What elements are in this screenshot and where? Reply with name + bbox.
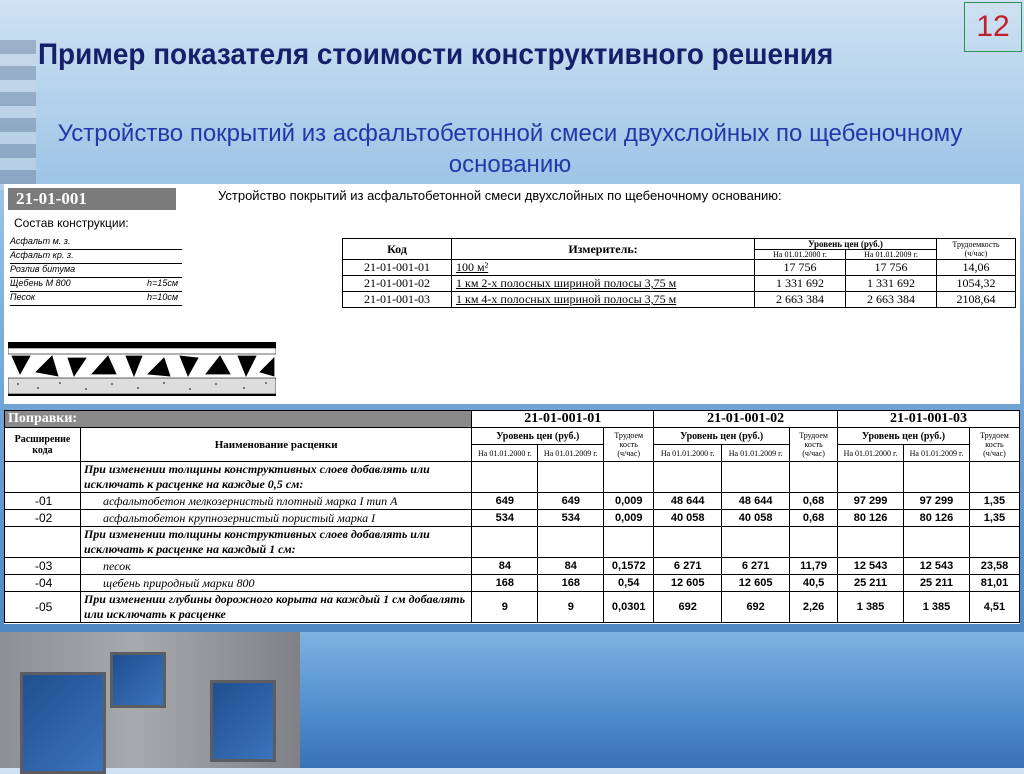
slide-title: Пример показателя стоимости конструктивного решения (38, 38, 834, 71)
document-title: Устройство покрытий из асфальтобетонной смеси двухслойных по щебеночному основанию: (218, 188, 782, 203)
header-price-level: Уровень цен (руб.) (838, 428, 970, 445)
header-price-level: Уровень цен (руб.) (755, 239, 937, 250)
col-code-1: 21-01-001-01 (472, 411, 654, 428)
header-code: Код (343, 239, 452, 260)
corrections-document (4, 410, 1020, 624)
table-row: 21-01-001-03 1 км 4-х полосных шириной полосы 3,75 м 2 663 384 2 663 384 2108,64 (343, 292, 1016, 308)
header-labor: Трудоем кость (ч/час) (790, 428, 838, 462)
composition-label: Состав конструкции: (14, 216, 129, 230)
header-price-level: Уровень цен (руб.) (472, 428, 604, 445)
table-row: -05 При изменении глубины дорожного корыта на каждый 1 см добавлять или исключать к расценке 9 9 0,0301 692 692 2,26 1 385 1 385 4,51 (5, 592, 1020, 623)
window-decoration (20, 672, 106, 774)
header-date-2009: На 01.01.2009 г. (904, 445, 970, 462)
table-row: 21-01-001-01 100 м² 17 756 17 756 14,06 (343, 260, 1016, 276)
window-decoration (110, 652, 166, 708)
table-row: 21-01-001-02 1 км 2-х полосных шириной полосы 3,75 м 1 331 692 1 331 692 1054,32 (343, 276, 1016, 292)
construction-code: 21-01-001 (8, 188, 176, 210)
window-decoration (210, 680, 276, 762)
corrections-table (4, 410, 1020, 623)
header-date-2000: На 01.01.2000 г. (755, 250, 846, 260)
header-date-2000: На 01.01.2000 г. (838, 445, 904, 462)
header-date-2000: На 01.01.2000 г. (654, 445, 722, 462)
col-code-3: 21-01-001-03 (838, 411, 1020, 428)
layer-list (10, 236, 182, 306)
price-table (342, 238, 1016, 308)
corrections-label: Поправки: (5, 411, 472, 428)
header-unit: Измеритель: (452, 239, 755, 260)
header-price-level: Уровень цен (руб.) (654, 428, 790, 445)
construction-document (4, 184, 1020, 404)
building-decoration-bottom (0, 632, 300, 768)
header-ext-code: Расширение кода (5, 428, 81, 462)
background-glow (300, 632, 1024, 768)
layer-item: Асфальт кр. з. (10, 250, 182, 264)
header-labor: Трудоем кость (ч/час) (604, 428, 654, 462)
slide-number: 12 (964, 2, 1022, 52)
layer-item: Асфальт м. з. (10, 236, 182, 250)
header-labor: Трудоемкость (ч/час) (937, 239, 1016, 260)
table-row: -01 асфальтобетон мелкозернистый плотный марка I тип А 649 649 0,009 48 644 48 644 0,68 97 299 97 299 1,35 (5, 493, 1020, 510)
slide-subtitle: Устройство покрытий из асфальтобетонной смеси двухслойных по щебеночному основанию (57, 120, 963, 178)
layer-item: Щебень М 800 h=15см (10, 278, 182, 292)
table-row: -03 песок 84 84 0,1572 6 271 6 271 11,79 12 543 12 543 23,58 (5, 558, 1020, 575)
header-date-2009: На 01.01.2009 г. (722, 445, 790, 462)
header-date-2000: На 01.01.2000 г. (472, 445, 538, 462)
header-date-2009: На 01.01.2009 г. (538, 445, 604, 462)
table-row: -02 асфальтобетон крупнозернистый пористый марка I 534 534 0,009 40 058 40 058 0,68 80 126 80 126 1,35 (5, 510, 1020, 527)
header-date-2009: На 01.01.2009 г. (846, 250, 937, 260)
header-labor: Трудоем кость (ч/час) (969, 428, 1019, 462)
layer-item: Песок h=10см (10, 292, 182, 306)
group-row: При изменении толщины конструктивных слоев добавлять или исключать к расценке на каждый 1 см: (5, 527, 1020, 558)
layer-cross-section-drawing (8, 342, 276, 396)
layer-item: Розлив битума (10, 264, 182, 278)
table-row: -04 щебень природный марки 800 168 168 0,54 12 605 12 605 40,5 25 211 25 211 81,01 (5, 575, 1020, 592)
col-code-2: 21-01-001-02 (654, 411, 838, 428)
group-row: При изменении толщины конструктивных слоев добавлять или исключать к расценке на каждые 0,5 см: (5, 462, 1020, 493)
header-name: Наименование расценки (80, 428, 471, 462)
building-decoration-top (0, 40, 36, 190)
